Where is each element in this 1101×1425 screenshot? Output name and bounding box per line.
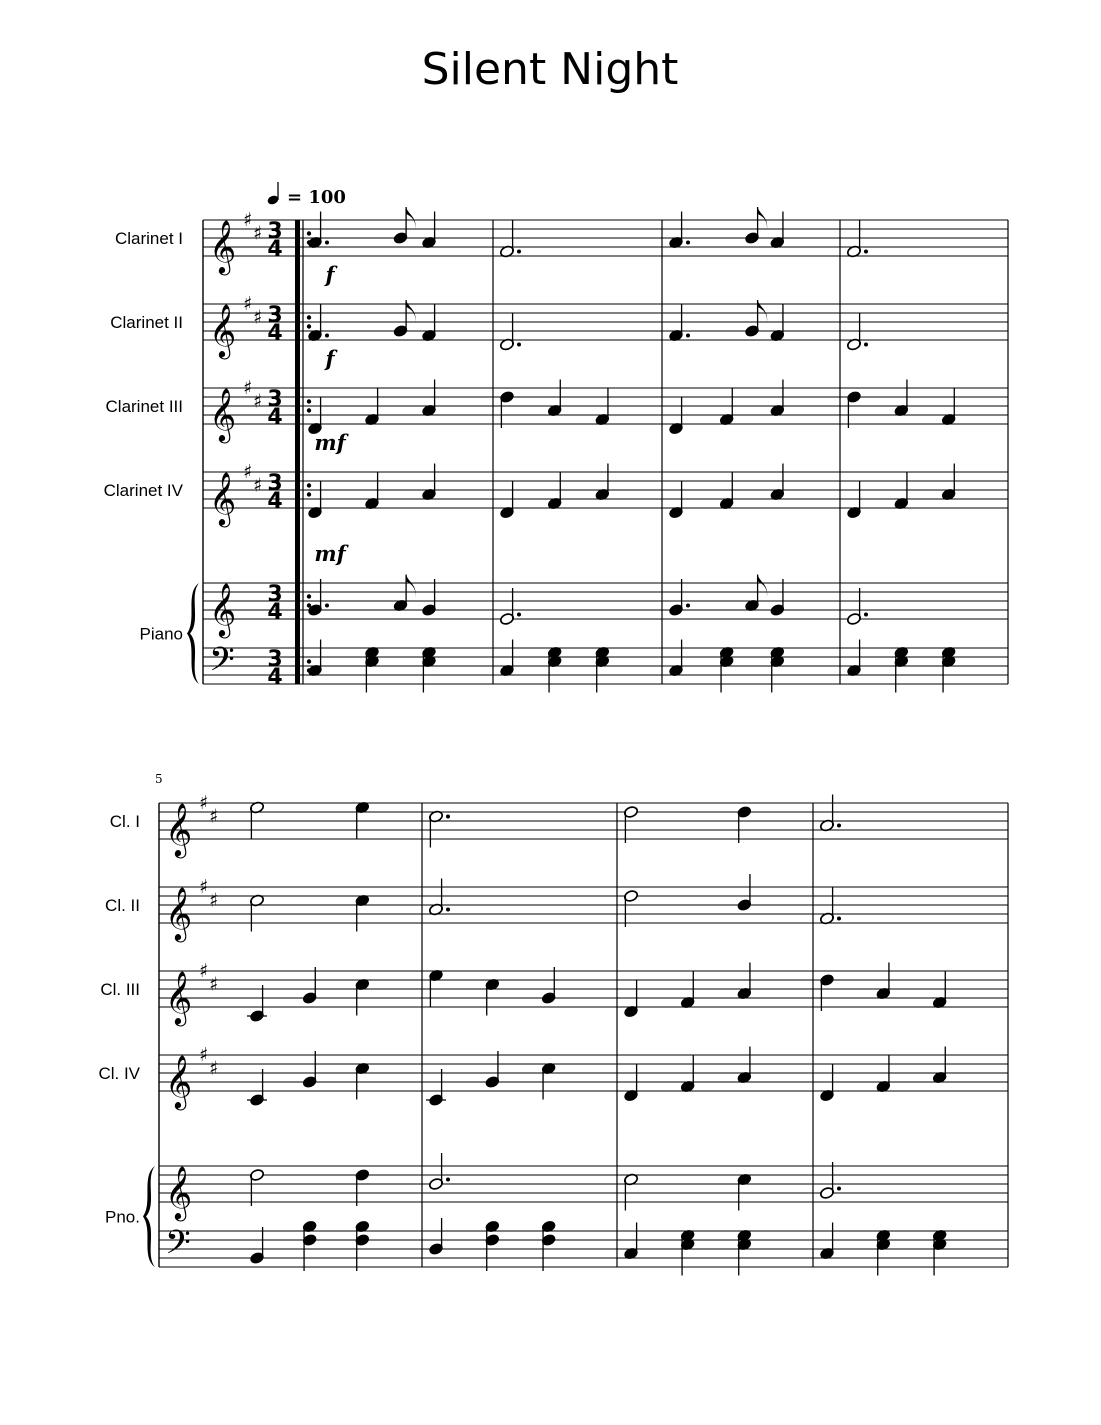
time-signature-lower: 4	[267, 237, 283, 262]
staff-label: Cl. II	[105, 896, 140, 915]
key-signature-sharp-icon: ♯	[253, 474, 263, 497]
bass-clef-icon: 𝄢	[209, 641, 235, 687]
augmentation-dot	[686, 604, 690, 608]
treble-clef-icon: 𝄞	[209, 387, 237, 441]
system-2	[98, 772, 1008, 1270]
key-signature-sharp-icon: ♯	[243, 461, 253, 483]
augmentation-dot	[446, 908, 450, 912]
augmentation-dot	[325, 241, 329, 245]
repeat-dot	[307, 483, 311, 487]
staff-label: Pno.	[105, 1207, 140, 1227]
treble-clef-icon: 𝄞	[165, 802, 193, 856]
repeat-dot	[307, 408, 311, 412]
treble-clef-icon: 𝄞	[165, 1054, 193, 1108]
treble-clef-icon: 𝄞	[209, 471, 237, 525]
time-signature-upper: 3	[267, 471, 283, 496]
augmentation-dot	[864, 613, 868, 617]
augmentation-dot	[864, 343, 868, 347]
time-signature-lower: 4	[267, 405, 283, 430]
treble-clef-icon: 𝄞	[165, 1165, 193, 1219]
repeat-dot	[307, 492, 311, 496]
key-signature-sharp-icon: ♯	[243, 377, 253, 399]
bass-clef-icon: 𝄢	[165, 1224, 191, 1270]
tempo-marking	[266, 182, 346, 208]
system-1	[104, 182, 1008, 690]
repeat-dot	[307, 399, 311, 403]
staff-label: Cl. I	[109, 812, 140, 831]
key-signature-sharp-icon: ♯	[253, 306, 263, 329]
key-signature-sharp-icon: ♯	[209, 1057, 219, 1080]
key-signature-sharp-icon: ♯	[209, 889, 219, 912]
staff-label: Clarinet I	[114, 229, 183, 248]
repeat-dot	[307, 231, 311, 235]
measure-number: 5	[155, 772, 163, 786]
dynamic-marking: f	[325, 346, 335, 371]
time-signature-lower: 4	[267, 321, 283, 346]
score-title: Silent Night	[421, 44, 679, 95]
augmentation-dot	[686, 241, 690, 245]
augmentation-dot	[446, 1178, 450, 1182]
augmentation-dot	[517, 613, 521, 617]
key-signature-sharp-icon: ♯	[253, 222, 263, 245]
time-signature-upper: 3	[267, 303, 283, 328]
augmentation-dot	[517, 250, 521, 254]
key-signature-sharp-icon: ♯	[209, 973, 219, 996]
note-flag	[406, 575, 416, 599]
piano-brace-icon	[143, 1166, 155, 1267]
time-signature-upper: 3	[267, 647, 283, 672]
augmentation-dot	[837, 917, 841, 921]
augmentation-dot	[864, 250, 868, 254]
staff-label: Piano	[139, 624, 183, 644]
key-signature-sharp-icon: ♯	[253, 390, 263, 413]
augmentation-dot	[837, 824, 841, 828]
note-flag	[758, 575, 768, 599]
treble-clef-icon: 𝄞	[209, 219, 237, 273]
dynamic-marking: mf	[314, 541, 346, 566]
score-body	[98, 182, 1008, 1276]
note-flag	[406, 207, 416, 231]
augmentation-dot	[325, 334, 329, 338]
time-signature-upper: 3	[267, 387, 283, 412]
augmentation-dot	[686, 334, 690, 338]
piano-brace-icon	[187, 583, 199, 684]
treble-clef-icon: 𝄞	[165, 970, 193, 1024]
treble-clef-icon: 𝄞	[209, 303, 237, 357]
time-signature-lower: 4	[267, 489, 283, 514]
time-signature-upper: 3	[267, 582, 283, 607]
augmentation-dot	[325, 604, 329, 608]
repeat-dot	[307, 659, 311, 663]
dynamic-marking: f	[325, 262, 335, 287]
augmentation-dot	[446, 815, 450, 819]
repeat-dot	[307, 315, 311, 319]
note-flag	[758, 207, 768, 231]
time-signature-upper: 3	[267, 219, 283, 244]
treble-clef-icon: 𝄞	[165, 886, 193, 940]
key-signature-sharp-icon: ♯	[243, 293, 253, 315]
key-signature-sharp-icon: ♯	[199, 792, 209, 814]
key-signature-sharp-icon: ♯	[209, 805, 219, 828]
staff-label: Clarinet III	[105, 397, 183, 416]
tempo-value: = 100	[287, 187, 346, 208]
repeat-thick-bar	[295, 220, 300, 684]
augmentation-dot	[837, 1187, 841, 1191]
staff-label: Cl. IV	[98, 1064, 140, 1083]
key-signature-sharp-icon: ♯	[243, 209, 253, 231]
repeat-dot	[307, 324, 311, 328]
time-signature-lower: 4	[267, 600, 283, 625]
repeat-dot	[307, 594, 311, 598]
staff-label: Cl. III	[100, 980, 140, 999]
time-signature-lower: 4	[267, 665, 283, 690]
key-signature-sharp-icon: ♯	[199, 876, 209, 898]
treble-clef-icon: 𝄞	[209, 582, 237, 636]
dynamic-marking: mf	[314, 430, 346, 455]
key-signature-sharp-icon: ♯	[199, 960, 209, 982]
staff-label: Clarinet II	[110, 313, 183, 332]
key-signature-sharp-icon: ♯	[199, 1044, 209, 1066]
staff-label: Clarinet IV	[103, 481, 183, 500]
augmentation-dot	[517, 343, 521, 347]
